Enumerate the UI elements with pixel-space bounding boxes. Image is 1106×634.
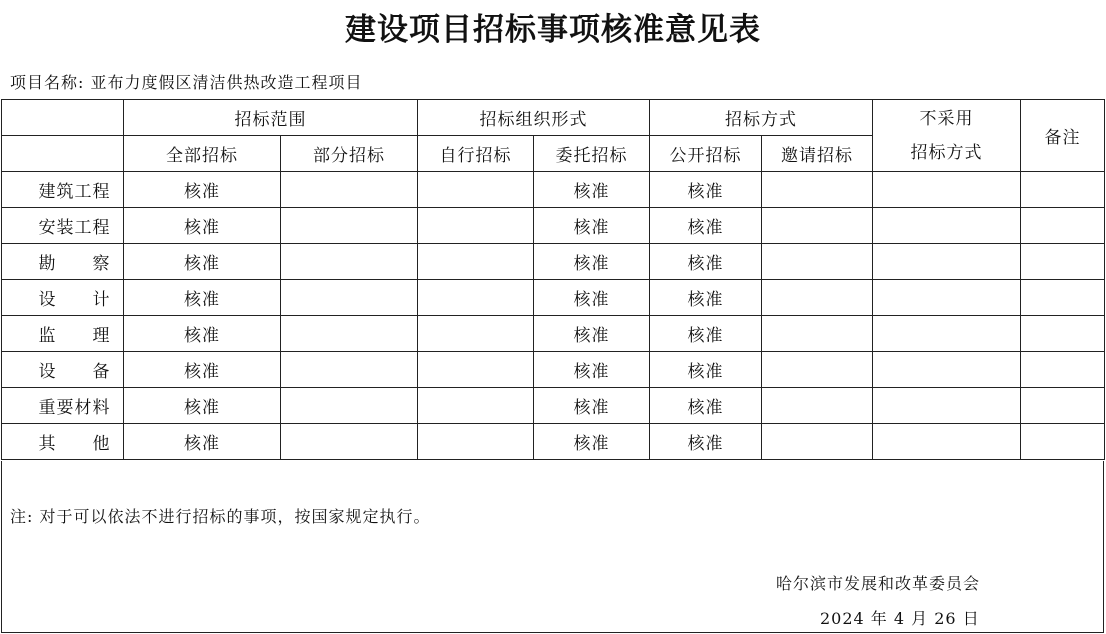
row-label-text: 安装工程 bbox=[38, 218, 111, 238]
row-label bbox=[2, 208, 124, 244]
row-label-text: 勘察 bbox=[38, 254, 111, 274]
cell-self bbox=[418, 316, 534, 352]
cell-full: 核准 bbox=[124, 208, 281, 244]
table-row bbox=[2, 244, 1105, 280]
cell-entrusted: 核准 bbox=[534, 280, 650, 316]
cell-open: 核准 bbox=[650, 280, 762, 316]
table-row bbox=[2, 316, 1105, 352]
cell-partial bbox=[281, 424, 418, 460]
cell-partial bbox=[281, 388, 418, 424]
cell-partial bbox=[281, 280, 418, 316]
header-scope: 招标范围 bbox=[124, 100, 418, 136]
cell-invited bbox=[762, 424, 873, 460]
cell-remarks bbox=[1021, 208, 1105, 244]
cell-invited bbox=[762, 280, 873, 316]
header-not-adopted-line1: 不采用 bbox=[919, 108, 974, 129]
row-label bbox=[2, 352, 124, 388]
issuing-organization: 哈尔滨市发展和改革委员会 bbox=[776, 574, 981, 593]
cell-invited bbox=[762, 388, 873, 424]
cell-full: 核准 bbox=[124, 244, 281, 280]
table-row bbox=[2, 208, 1105, 244]
project-name-value: 亚布力度假区清洁供热改造工程项目 bbox=[90, 73, 363, 92]
cell-partial bbox=[281, 172, 418, 208]
cell-self bbox=[418, 172, 534, 208]
header-not-adopted bbox=[873, 100, 1021, 172]
approval-table bbox=[1, 99, 1105, 460]
project-name-line bbox=[10, 70, 363, 93]
cell-not-adopted bbox=[873, 244, 1021, 280]
cell-self bbox=[418, 424, 534, 460]
cell-open: 核准 bbox=[650, 424, 762, 460]
header-remarks: 备注 bbox=[1021, 100, 1105, 172]
row-label bbox=[2, 280, 124, 316]
cell-full: 核准 bbox=[124, 172, 281, 208]
header-not-adopted-line2: 招标方式 bbox=[910, 142, 983, 163]
cell-not-adopted bbox=[873, 208, 1021, 244]
cell-remarks bbox=[1021, 352, 1105, 388]
cell-remarks bbox=[1021, 280, 1105, 316]
row-label-text: 其他 bbox=[38, 434, 111, 454]
project-name-label: 项目名称: bbox=[10, 73, 85, 92]
row-label-text: 监理 bbox=[38, 326, 111, 346]
cell-not-adopted bbox=[873, 172, 1021, 208]
cell-remarks bbox=[1021, 424, 1105, 460]
cell-self bbox=[418, 280, 534, 316]
cell-not-adopted bbox=[873, 424, 1021, 460]
row-label bbox=[2, 316, 124, 352]
cell-remarks bbox=[1021, 316, 1105, 352]
cell-self bbox=[418, 388, 534, 424]
cell-entrusted: 核准 bbox=[534, 424, 650, 460]
cell-partial bbox=[281, 316, 418, 352]
cell-not-adopted bbox=[873, 352, 1021, 388]
header-organization: 招标组织形式 bbox=[418, 100, 650, 136]
subheader-self: 自行招标 bbox=[418, 136, 534, 172]
cell-open: 核准 bbox=[650, 388, 762, 424]
cell-open: 核准 bbox=[650, 208, 762, 244]
row-label bbox=[2, 388, 124, 424]
table-row bbox=[2, 172, 1105, 208]
row-label bbox=[2, 172, 124, 208]
subheader-open: 公开招标 bbox=[650, 136, 762, 172]
cell-open: 核准 bbox=[650, 244, 762, 280]
cell-partial bbox=[281, 208, 418, 244]
cell-entrusted: 核准 bbox=[534, 208, 650, 244]
cell-entrusted: 核准 bbox=[534, 352, 650, 388]
row-label bbox=[2, 244, 124, 280]
cell-open: 核准 bbox=[650, 316, 762, 352]
cell-partial bbox=[281, 244, 418, 280]
cell-remarks bbox=[1021, 244, 1105, 280]
cell-self bbox=[418, 208, 534, 244]
row-label-text: 建筑工程 bbox=[38, 182, 111, 202]
row-label-text: 设备 bbox=[38, 362, 111, 382]
cell-full: 核准 bbox=[124, 316, 281, 352]
header-row-1 bbox=[2, 100, 1105, 136]
cell-invited bbox=[762, 172, 873, 208]
cell-open: 核准 bbox=[650, 172, 762, 208]
corner-cell bbox=[2, 100, 124, 136]
row-label bbox=[2, 424, 124, 460]
subheader-invited: 邀请招标 bbox=[762, 136, 873, 172]
cell-full: 核准 bbox=[124, 352, 281, 388]
page-title: 建设项目招标事项核准意见表 bbox=[345, 12, 761, 48]
row-label-text: 重要材料 bbox=[38, 398, 111, 418]
cell-open: 核准 bbox=[650, 352, 762, 388]
table-row bbox=[2, 352, 1105, 388]
row-label-text: 设计 bbox=[38, 290, 111, 310]
cell-remarks bbox=[1021, 388, 1105, 424]
cell-not-adopted bbox=[873, 388, 1021, 424]
subheader-full: 全部招标 bbox=[124, 136, 281, 172]
subheader-partial: 部分招标 bbox=[281, 136, 418, 172]
cell-entrusted: 核准 bbox=[534, 172, 650, 208]
corner-cell-lower bbox=[2, 136, 124, 172]
issue-date: 2024 年 4 月 26 日 bbox=[820, 609, 980, 628]
table-row bbox=[2, 388, 1105, 424]
table-row bbox=[2, 280, 1105, 316]
cell-self bbox=[418, 352, 534, 388]
cell-invited bbox=[762, 352, 873, 388]
cell-entrusted: 核准 bbox=[534, 244, 650, 280]
cell-full: 核准 bbox=[124, 424, 281, 460]
cell-self bbox=[418, 244, 534, 280]
cell-invited bbox=[762, 316, 873, 352]
cell-partial bbox=[281, 352, 418, 388]
table-row bbox=[2, 424, 1105, 460]
footnote: 注: 对于可以依法不进行招标的事项，按国家规定执行。 bbox=[10, 507, 431, 526]
subheader-entrusted: 委托招标 bbox=[534, 136, 650, 172]
cell-entrusted: 核准 bbox=[534, 388, 650, 424]
cell-not-adopted bbox=[873, 280, 1021, 316]
cell-remarks bbox=[1021, 172, 1105, 208]
header-method: 招标方式 bbox=[650, 100, 873, 136]
cell-entrusted: 核准 bbox=[534, 316, 650, 352]
cell-invited bbox=[762, 244, 873, 280]
cell-invited bbox=[762, 208, 873, 244]
cell-full: 核准 bbox=[124, 280, 281, 316]
cell-full: 核准 bbox=[124, 388, 281, 424]
cell-not-adopted bbox=[873, 316, 1021, 352]
